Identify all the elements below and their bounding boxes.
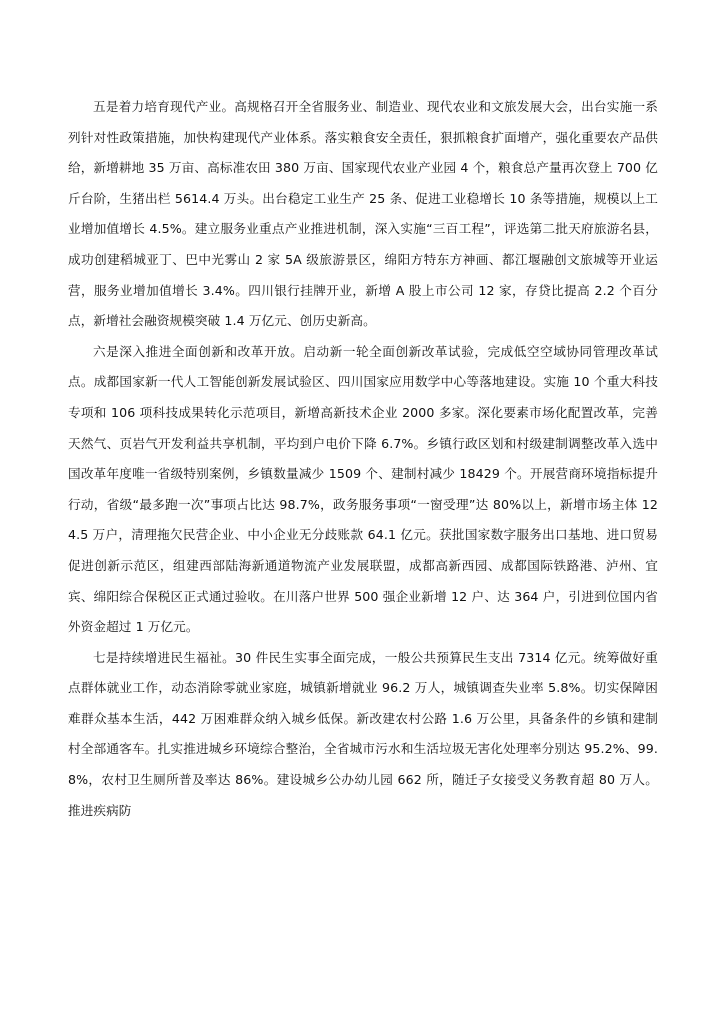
paragraph-modern-industry: 五是着力培育现代产业。高规格召开全省服务业、制造业、现代农业和文旅发展大会，出台实施一系列针对性政策措施，加快构建现代产业体系。落实粮食安全责任，狠抓粮食扩面增产，强化重要农产品供给，新增耕地 35 万亩、高标准农田 380 万亩、国家现代农业产业园 4 个，粮食总产量再次登上 700 亿斤台阶，生猪出栏 5614.4 万头。出台稳定工业生产 25 条、促进工业稳增长 10 条等措施，规模以上工业增加值增长 4.5%。建立服务业重点产业推进机制，深入实施“三百工程”，评选第二批天府旅游名县，成功创建稻城亚丁、巴中光雾山 2 家 5A 级旅游景区，绵阳方特东方神画、都江堰融创文旅城等开业运营，服务业增加值增长 3.4%。四川银行挂牌开业，新增 A 股上市公司 12 家，存贷比提高 2.2 个百分点，新增社会融资规模突破 1.4 万亿元、创历史新高。 (68, 99, 658, 329)
document-page (68, 92, 658, 826)
paragraph-innovation-reform: 六是深入推进全面创新和改革开放。启动新一轮全面创新改革试验，完成低空空域协同管理改革试点。成都国家新一代人工智能创新发展试验区、四川国家应用数学中心等落地建设。实施 10 个重大科技专项和 106 项科技成果转化示范项目，新增高新技术企业 2000 多家。深化要素市场化配置改革，完善天然气、页岩气开发利益共享机制，平均到户电价下降 6.7%。乡镇行政区划和村级建制调整改革入选中国改革年度唯一省级特别案例，乡镇数量减少 1509 个、建制村减少 18429 个。开展营商环境指标提升行动，省级“最多跑一次”事项占比达 98.7%，政务服务事项“一窗受理”达 80%以上，新增市场主体 124.5 万户，清理拖欠民营企业、中小企业无分歧账款 64.1 亿元。获批国家数字服务出口基地、进口贸易促进创新示范区，组建西部陆海新通道物流产业发展联盟，成都高新西园、成都国际铁路港、泸州、宜宾、绵阳综合保税区正式通过验收。在川落户世界 500 强企业新增 12 户、达 364 户，引进到位国内省外资金超过 1 万亿元。 (68, 343, 658, 635)
paragraph-livelihood: 七是持续增进民生福祉。30 件民生实事全面完成，一般公共预算民生支出 7314 亿元。统筹做好重点群体就业工作，动态消除零就业家庭，城镇新增就业 96.2 万人，城镇调查失业率 5.8%。切实保障困难群众基本生活，442 万困难群众纳入城乡低保。新改建农村公路 1.6 万公里，具备条件的乡镇和建制村全部通客车。扎实推进城乡环境综合整治，全省城市污水和生活垃圾无害化处理率分别达 95.2%、99.8%，农村卫生厕所普及率达 86%。建设城乡公办幼儿园 662 所，随迁子女接受义务教育超 80 万人。推进疾病防 (68, 649, 658, 818)
